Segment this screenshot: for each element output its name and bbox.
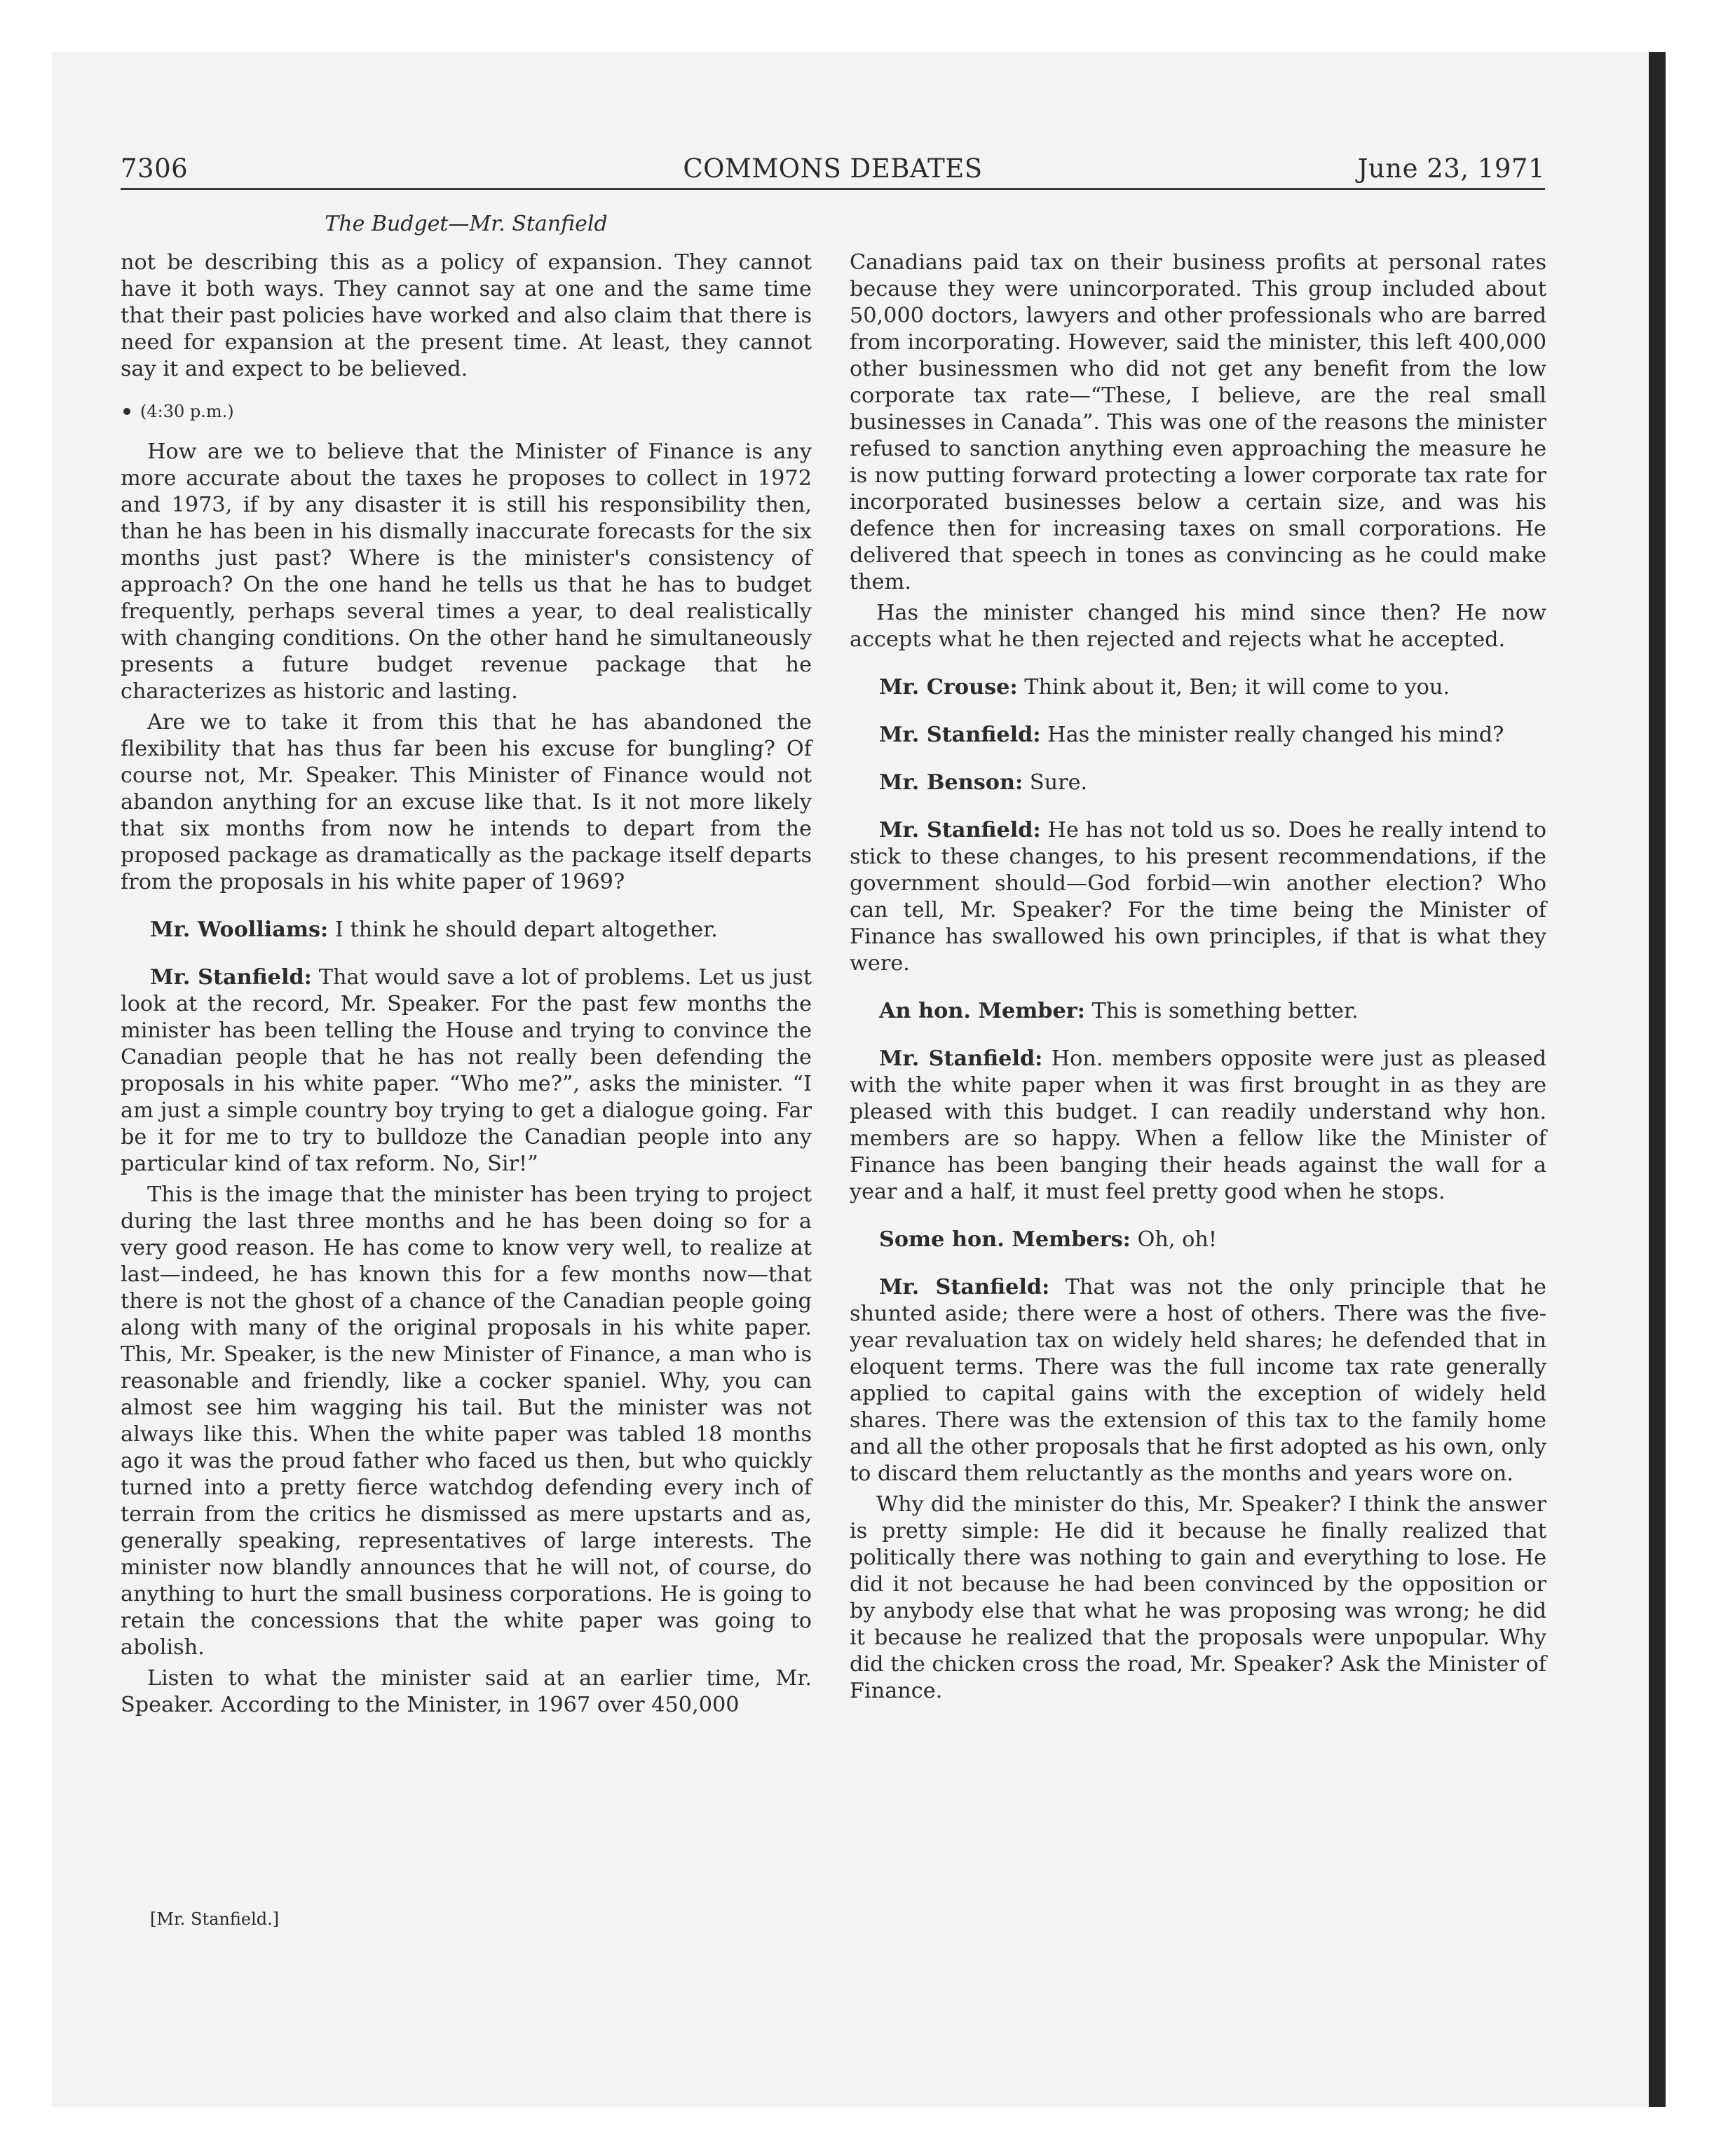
speaker-name: Mr. Stanfield: — [879, 1046, 1043, 1071]
header-date: June 23, 1971 — [1357, 153, 1545, 184]
page-header — [121, 153, 1545, 190]
speech — [850, 817, 1546, 977]
journal-title: COMMONS DEBATES — [683, 153, 983, 184]
speaker-footnote: [Mr. Stanfield.] — [150, 1909, 280, 1929]
speaker-name: Mr. Stanfield: — [150, 965, 312, 990]
page-number: 7306 — [121, 153, 189, 184]
paragraph: Listen to what the minister said at an earlier time, Mr. Speaker. According to the Minister, in 1967 over 450,000 — [121, 1666, 812, 1717]
scan-edge-shadow — [1649, 52, 1666, 2107]
right-column — [850, 250, 1546, 1705]
left-column — [121, 250, 812, 1719]
time-stamp-text: (4:30 p.m.) — [140, 402, 234, 421]
speaker-name: Mr. Stanfield: — [879, 723, 1041, 747]
speech — [850, 1274, 1546, 1487]
bullet-icon — [123, 408, 130, 415]
speech-text: Oh, oh! — [1130, 1227, 1218, 1252]
speech-text: I think he should depart altogether. — [328, 917, 718, 942]
speech — [850, 674, 1546, 701]
speaker-name: Mr. Stanfield: — [879, 818, 1041, 842]
speech-text: He has not told us so. Does he really intend to stick to these changes, to his present recommendations, if the government should—God forbid—win another election? Who can tell, Mr. Speaker? For the time being the Minister of Finance has swallowed his own principles, if that is what they were. — [850, 818, 1546, 976]
speech-text: That was not the only principle that he shunted aside; there were a host of others. There was the five-year revaluation tax on widely held shares; he defended that in eloquent terms. There was the full income tax rate generally applied to capital gains with the exception of widely held shares. There was the extension of this tax to the family home and all the other proposals that he first adopted as his own, only to discard them reluctantly as the months and years wore on. — [850, 1275, 1546, 1486]
speech — [850, 770, 1546, 796]
speaker-name: Some hon. Members: — [879, 1227, 1131, 1252]
speaker-name: Mr. Crouse: — [879, 675, 1018, 700]
speaker-name: Mr. Benson: — [879, 770, 1023, 795]
speaker-name: Mr. Woolliams: — [150, 917, 329, 942]
speech-text: Hon. members opposite were just as pleased with the white paper when it was first brought in as they are pleased with this budget. I can readily understand why hon. members are so happy. When a fellow like the Minister of Finance has been banging their heads against the wall for a year and a half, it must feel pretty good when he stops. — [850, 1046, 1546, 1204]
speech-text: Sure. — [1023, 770, 1088, 795]
speaker-name: Mr. Stanfield: — [879, 1275, 1050, 1299]
paragraph: Are we to take it from this that he has abandoned the flexibility that has thus far been his excuse for bungling? Of course not, Mr. Speaker. This Minister of Finance would not abandon anything for an excuse like that. Is it not more likely that six months from now he intends to depart from the proposed package as dramatically as the package itself departs from the proposals in his white paper of 1969? — [121, 710, 812, 894]
speech-text: That would save a lot of problems. Let us just look at the record, Mr. Speaker. For the past few months the minister has been telling the House and trying to convince the Canadian people that he has not really been defending the proposals in his white paper. “Who me?”, asks the minister. “I am just a simple country boy trying to get a dialogue going. Far be it for me to try to bulldoze the Canadian people into any particular kind of tax reform. No, Sir!” — [121, 965, 812, 1176]
running-head: The Budget—Mr. Stanfield — [325, 212, 608, 236]
speech — [121, 964, 812, 1178]
speaker-name: An hon. Member: — [879, 999, 1085, 1023]
speech — [850, 722, 1546, 749]
speech-text: This is something better. — [1084, 999, 1359, 1023]
speech — [850, 1227, 1546, 1253]
paragraph: Canadians paid tax on their business profits at personal rates because they were unincorporated. This group included about 50,000 doctors, lawyers and other professionals who are barred from incorporating. However, said the minister, this left 400,000 other businessmen who did not get any benefit from the low corporate tax rate—“These, I believe, are the real small businesses in Canada”. This was one of the reasons the minister refused to sanction anything even approaching the measure he is now putting forward protecting a lower corporate tax rate for incorporated businesses below a certain size, and was his defence then for increasing taxes on small corporations. He delivered that speech in tones as convincing as he could make them. — [850, 250, 1546, 594]
speech-text: Has the minister really changed his mind? — [1040, 723, 1504, 747]
speech — [850, 1046, 1546, 1206]
speech-text: Think about it, Ben; it will come to you. — [1017, 675, 1450, 700]
paragraph: not be describing this as a policy of expansion. They cannot have it both ways. They cannot say at one and the same time that their past policies have worked and also claim that there is need for expansion at the present time. At least, they cannot say it and expect to be believed. — [121, 250, 812, 381]
paragraph: This is the image that the minister has been trying to project during the last three months and he has been doing so for a very good reason. He has come to know very well, to realize at last—indeed, he has known this for a few months now—that there is not the ghost of a chance of the Canadian people going along with many of the original proposals in his white paper. This, Mr. Speaker, is the new Minister of Finance, a man who is reasonable and friendly, like a cocker spaniel. Why, you can almost see him wagging his tail. But the minister was not always like this. When the white paper was tabled 18 months ago it was the proud father who faced us then, but who quickly turned into a pretty fierce watchdog defending every inch of terrain from the critics he dismissed as mere upstarts and as, generally speaking, representatives of large interests. The minister now blandly announces that he will not, of course, do anything to hurt the small business corporations. He is going to retain the concessions that the white paper was going to abolish. — [121, 1182, 812, 1660]
paragraph: Why did the minister do this, Mr. Speaker? I think the answer is pretty simple: He did it because he finally realized that politically there was nothing to gain and everything to lose. He did it not because he had been convinced by the opposition or by anybody else that what he was proposing was wrong; he did it because he realized that the proposals were unpopular. Why did the chicken cross the road, Mr. Speaker? Ask the Minister of Finance. — [850, 1492, 1546, 1703]
paragraph: Has the minister changed his mind since then? He now accepts what he then rejected and rejects what he accepted. — [850, 601, 1546, 652]
paragraph: How are we to believe that the Minister of Finance is any more accurate about the taxes he proposes to collect in 1972 and 1973, if by any disaster it is still his responsibility then, than he has been in his dismally inaccurate forecasts for the six months just past? Where is the minister's consistency of approach? On the one hand he tells us that he has to budget frequently, perhaps several times a year, to deal realistically with changing conditions. On the other hand he simultaneously presents a future budget revenue package that he characterizes as historic and lasting. — [121, 439, 812, 704]
time-stamp — [121, 401, 812, 422]
speech — [121, 917, 812, 943]
speech — [850, 998, 1546, 1025]
